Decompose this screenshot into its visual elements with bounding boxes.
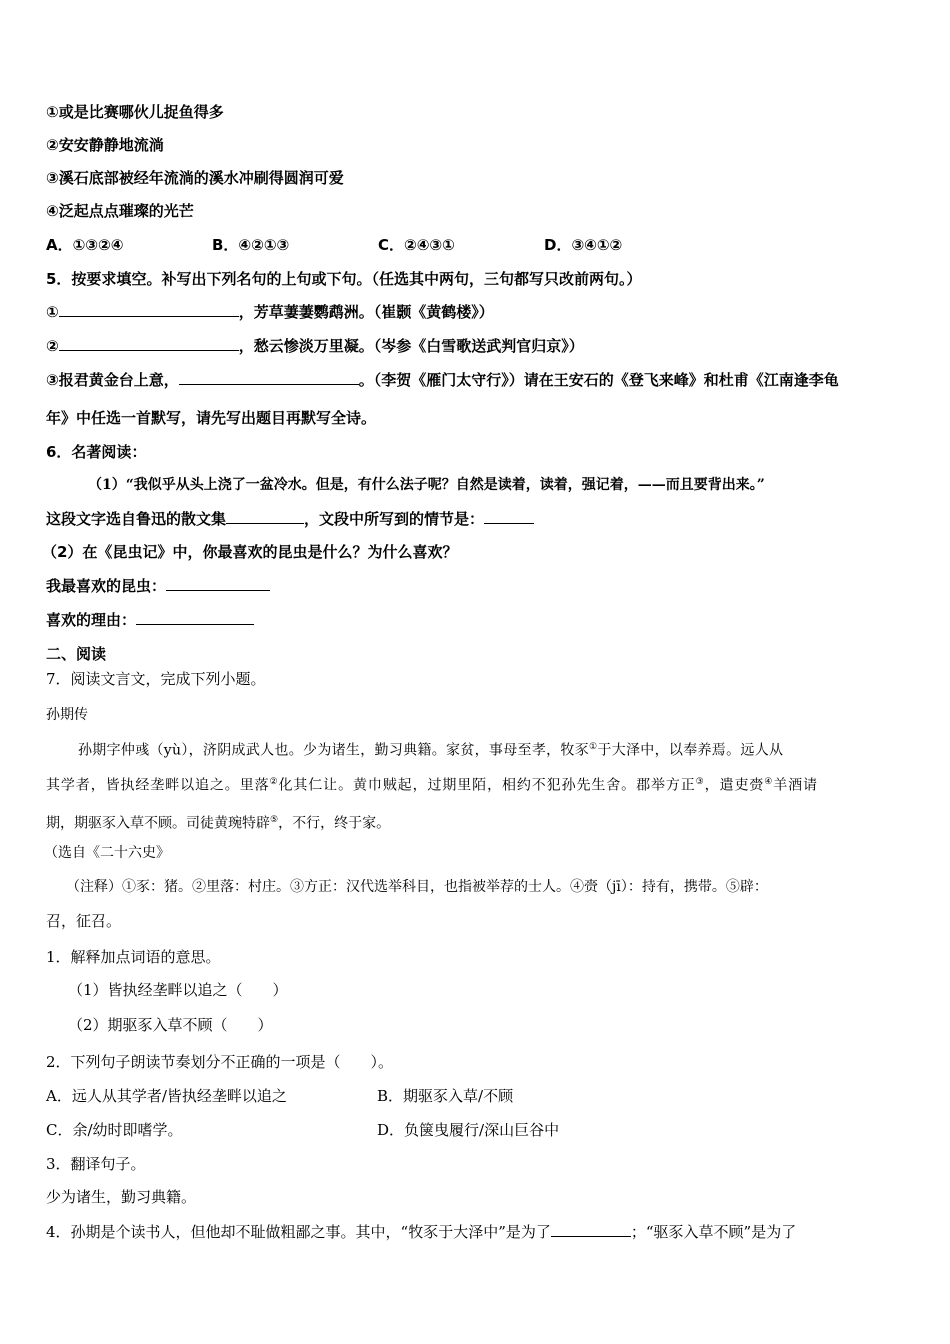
label: ① [46,303,59,321]
blank-2[interactable] [59,336,239,351]
q5-line-3 [46,370,839,390]
option-c[interactable]: C．②④③① [378,236,455,254]
passage-line-3 [46,810,390,834]
q6-part-2: （2）在《昆虫记》中，你最喜欢的昆虫是什么？为什么喜欢？ [42,543,458,561]
text: 。（李贺《雁门太守行》）请在王安石的《登飞来峰》和杜甫《江南逢李龟 [358,371,839,389]
text: ，不行，终于家。 [278,815,391,832]
text: 这段文字选自鲁迅的散文集 [46,510,227,528]
text: 我最喜欢的昆虫： [46,577,167,595]
q6-line-2 [46,509,534,529]
section-heading: 二、阅读 [46,645,107,663]
sub-q2-option-d[interactable]: D．负箧曳履行/深山巨谷中 [377,1121,560,1139]
option-b[interactable]: B．④②①③ [212,236,290,254]
sub-q1-b: （2）期驱豕入草不顾（ ） [68,1016,273,1034]
notes-line-1: （注释）①豕：猪。②里落：村庄。③方正：汉代选举科目，也指被举荐的士人。④赍（jī）：持有，携带。⑤辟： [66,879,768,895]
blank-purpose-1[interactable] [551,1222,631,1237]
blank-1[interactable] [59,302,239,317]
blank-plot[interactable] [484,509,534,524]
blank-essay[interactable] [226,509,304,524]
sub-q3-sentence: 少为诸生，勤习典籍。 [46,1188,197,1206]
q4-item-4: ④泛起点点璀璨的光芒 [46,202,194,220]
footnote-ref: ① [589,742,598,752]
sub-q2-option-a[interactable]: A．远人从其学者/皆执经垄畔以追之 [46,1087,287,1105]
footnote-ref: ④ [764,777,774,787]
passage-line-1 [78,737,783,761]
text: 羊酒请 [773,777,818,794]
text: ；“驱豕入草不顾”是为了 [630,1223,797,1241]
label: ② [46,337,59,355]
q4-options [46,235,622,255]
text: ，遣吏赍 [704,777,765,794]
sub-q1: 1．解释加点词语的意思。 [46,948,221,966]
notes-line-2: 召，征召。 [46,912,122,930]
text: 4．孙期是个读书人，但他却不耻做粗鄙之事。其中，“牧豕于大泽中”是为了 [46,1223,551,1241]
text: ，芳草萋萋鹦鹉洲。（崔颢《黄鹤楼》） [238,303,494,321]
q5-line-1 [46,302,494,322]
q6-title: 6．名著阅读： [46,443,147,461]
q6-fav [46,576,270,596]
blank-insect[interactable] [166,576,270,591]
q4-item-1: ①或是比赛哪伙儿捉鱼得多 [46,103,224,121]
footnote-ref: ② [269,777,279,787]
text: 其学者，皆执经垄畔以追之。里落 [46,777,270,794]
passage-title: 孙期传 [46,707,88,723]
text: ，文段中所写到的情节是： [304,510,485,528]
sub-q2-option-b[interactable]: B．期驱豕入草/不顾 [377,1087,514,1105]
text: 期，期驱豕入草不顾。司徒黄琬特辟 [46,815,270,832]
sub-q2: 2．下列句子朗读节奏划分不正确的一项是（ ）。 [46,1053,394,1071]
text: 化其仁让。黄巾贼起，过期里陌，相约不犯孙先生舍。郡举方正 [278,777,696,794]
q4-item-2: ②安安静静地流淌 [46,136,164,154]
text: 孙期字仲彧（yù），济阴成武人也。少为诸生，勤习典籍。家贫，事母至孝，牧豕 [78,742,590,759]
sub-q2-option-c[interactable]: C．余/幼时即嗜学。 [46,1121,183,1139]
sub-q4 [46,1222,796,1242]
text: 喜欢的理由： [46,611,137,629]
q4-item-3: ③溪石底部被经年流淌的溪水冲刷得圆润可爱 [46,169,344,187]
blank-reason[interactable] [136,610,254,625]
q6-quote: （1）“我似乎从头上浇了一盆冷水。但是，有什么法子呢？自然是读着，读着，强记着，——而且要背出来。” [88,477,765,493]
q7-title: 7．阅读文言文，完成下列小题。 [46,670,266,688]
option-a[interactable]: A．①③②④ [46,236,124,254]
blank-3[interactable] [179,370,359,385]
sub-q1-a: （1）皆执经垄畔以追之（ ） [68,981,288,999]
footnote-ref: ③ [695,777,705,787]
passage-line-2 [46,772,818,796]
option-d[interactable]: D．③④①② [544,236,623,254]
footnote-ref: ⑤ [270,815,279,825]
q5-title: 5．按要求填空。补写出下列名句的上句或下句。（任选其中两句，三句都写只改前两句。） [46,270,642,288]
source: （选自《二十六史》 [44,845,170,861]
text: ③报君黄金台上意， [46,371,179,389]
text: 于大泽中，以奉养焉。远人从 [597,742,784,759]
q6-reason [46,610,254,630]
q5-line-2 [46,336,584,356]
sub-q3: 3．翻译句子。 [46,1155,146,1173]
q5-line-4: 年》中任选一首默写，请先写出题目再默写全诗。 [46,409,377,427]
text: ，愁云惨淡万里凝。（岑参《白雪歌送武判官归京》） [238,337,584,355]
